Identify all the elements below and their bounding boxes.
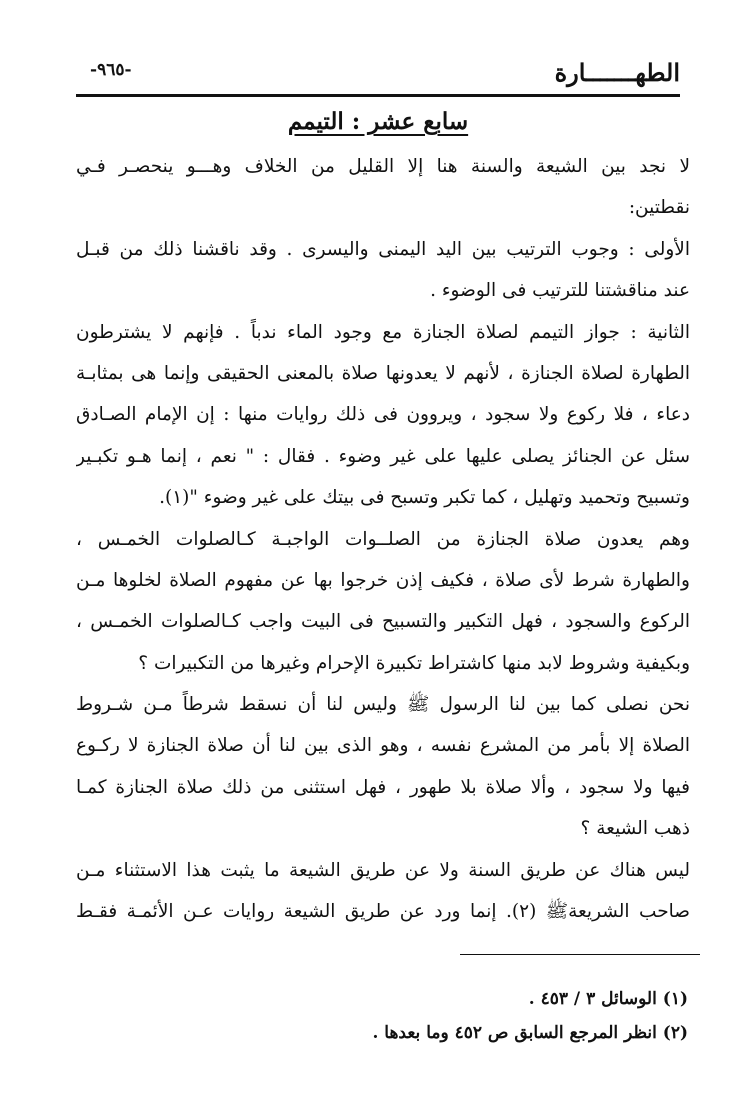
text-line: فيها ولا سجود ، وألا صلاة بلا طهور ، فهل استثنى من ذلك صلاة الجنازة كمـا xyxy=(76,776,690,798)
text-line: صاحب الشريعةﷺ (٢). إنما ورد عن طريق الشيعة روايات عـن الأئمـة فقـط xyxy=(76,901,690,923)
text-line: الصلاة إلا بأمر من المشرع نفسه ، وهو الذى بين لنا أن صلاة الجنازة لا ركـوع xyxy=(76,735,690,757)
footnotes xyxy=(76,982,688,1050)
page-number: -٩٦٥- xyxy=(90,60,132,80)
text-line: وتسبيح وتحميد وتهليل ، كما تكبر وتسبح فى بيتك على غير وضوء "(١). xyxy=(159,487,690,509)
text-line: الثانية : جواز التيمم لصلاة الجنازة مع وجود الماء ندباً . فإنهم لا يشترطون xyxy=(76,321,690,343)
footnote: (١) الوسائل ٣ / ٤٥٣ . xyxy=(528,989,688,1009)
text-line: ليس هناك عن طريق السنة ولا عن طريق الشيعة ما يثبت هذا الاستثناء مـن xyxy=(76,859,690,881)
header-rule xyxy=(76,94,680,97)
body-text xyxy=(76,146,690,932)
text-line: الأولى : وجوب الترتيب بين اليد اليمنى واليسرى . وقد ناقشنا ذلك من قبـل xyxy=(76,238,690,260)
page-header xyxy=(76,58,680,96)
footnote: (٢) انظر المرجع السابق ص ٤٥٢ وما بعدها . xyxy=(372,1023,688,1043)
text-line: الطهارة لصلاة الجنازة ، لأنهم لا يعدونها صلاة بالمعنى الحقيقى وإنما هى بمثابـة xyxy=(76,362,690,384)
text-line: عند مناقشتنا للترتيب فى الوضوء . xyxy=(430,280,690,302)
text-line: الركوع والسجود ، فهل التكبير والتسبيح فى البيت واجب كـالصلوات الخمـس ، xyxy=(76,611,690,633)
text-line: لا نجد بين الشيعة والسنة هنا إلا القليل من الخلاف وهـــو ينحصـر فـي xyxy=(76,156,690,177)
chapter-title: سابع عشر : التيمم xyxy=(287,108,469,135)
text-line: نقطتين: xyxy=(628,197,690,219)
running-title: الطهـــــــارة xyxy=(554,58,680,87)
text-line: والطهارة شرط لأى صلاة ، فكيف إذن خرجوا بها عن مفهوم الصلاة لخلوها مـن xyxy=(76,569,690,591)
footnote-separator xyxy=(76,954,700,955)
text-line: وبكيفية وشروط لابد منها كاشتراط تكبيرة الإحرام وغيرها من التكبيرات ؟ xyxy=(138,652,690,674)
text-line: وهم يعدون صلاة الجنازة من الصلــوات الواجبـة كـالصلوات الخمـس ، xyxy=(76,528,690,550)
text-line: دعاء ، فلا ركوع ولا سجود ، ويروون فى ذلك روايات منها : إن الإمام الصـادق xyxy=(76,404,690,426)
text-line: سئل عن الجنائز يصلى عليها على غير وضوء . فقال : " نعم ، إنما هـو تكبـير xyxy=(76,445,690,467)
text-line: ذهب الشيعة ؟ xyxy=(580,818,690,840)
text-line: نحن نصلى كما بين لنا الرسول ﷺ وليس لنا أن نسقط شرطاً مـن شـروط xyxy=(76,694,690,716)
